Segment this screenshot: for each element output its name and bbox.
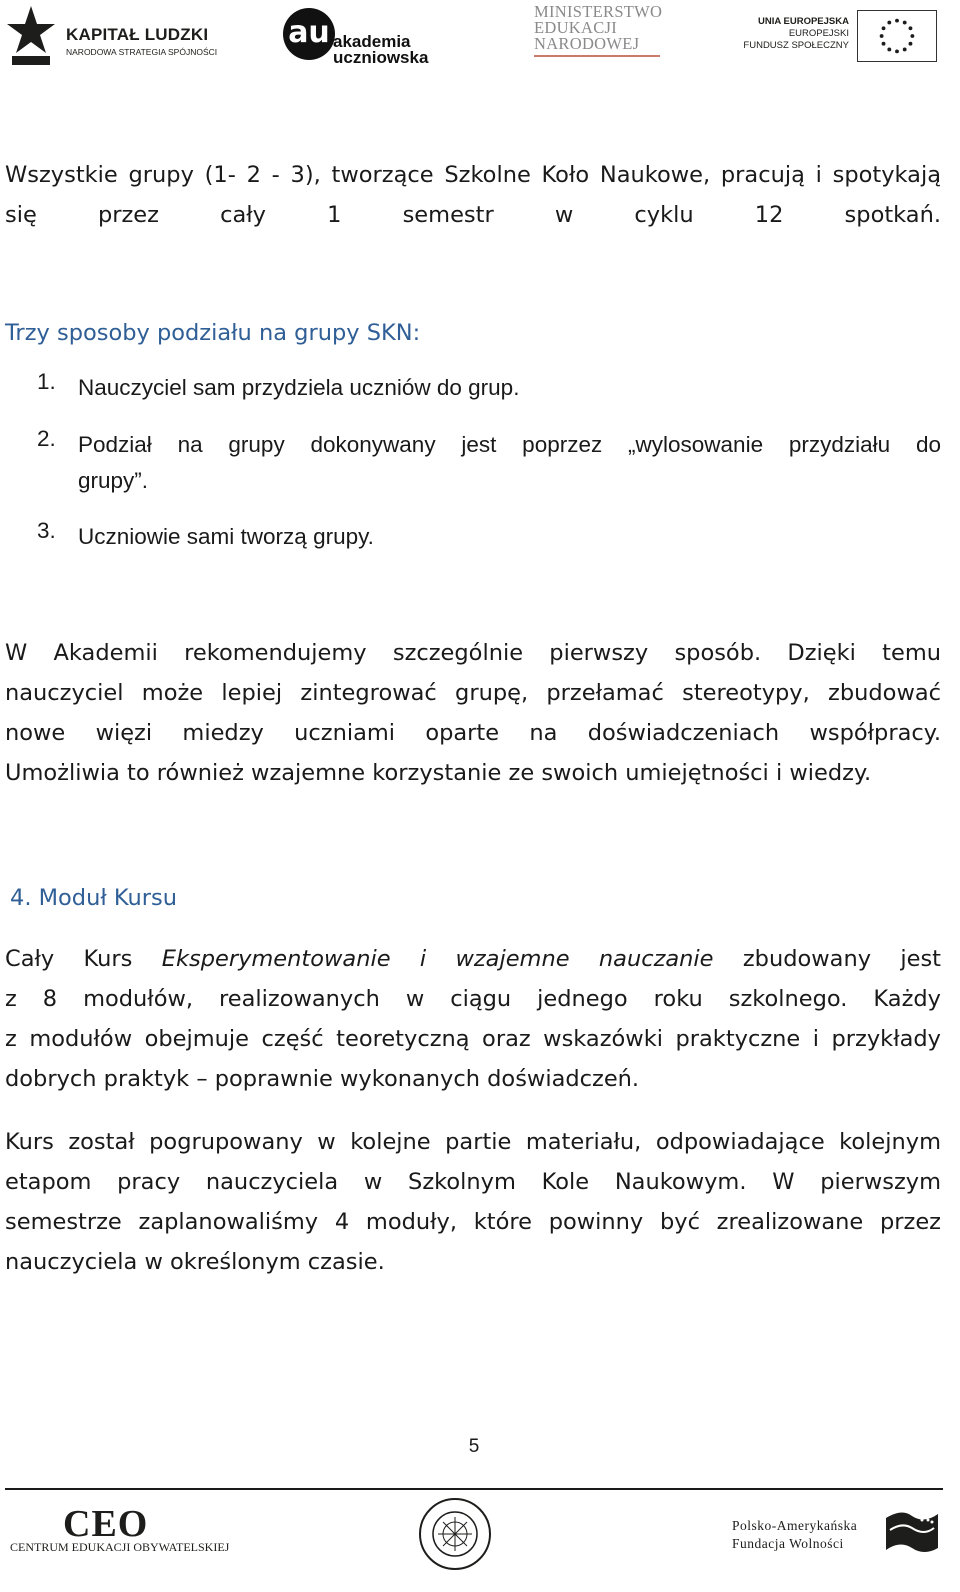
list-number: 2. xyxy=(37,426,56,451)
list-item-continuation: grupy”. xyxy=(78,468,149,493)
ceo-mark: CEO xyxy=(63,1503,149,1545)
paragraph-course xyxy=(5,939,941,1099)
ministerstwo-logo xyxy=(534,4,662,66)
eu-social-fund-logo xyxy=(743,10,937,64)
eu-flag-icon xyxy=(857,10,937,62)
section-heading-groups: Trzy sposoby podziału na grupy SKN: xyxy=(5,320,421,346)
ministerstwo-line1: MINISTERSTWO xyxy=(534,2,663,21)
akademia-line1: akademia xyxy=(333,32,411,51)
paragraph-line xyxy=(5,939,941,979)
list-number: 1. xyxy=(37,369,56,394)
ministerstwo-rule xyxy=(534,55,660,57)
list-item: Podział na grupy dokonywany jest poprzez „wylosowanie przydziału do xyxy=(78,432,941,457)
paragraph-line: nauczyciela w określonym czasie. xyxy=(5,1249,385,1275)
iimcb-seal-icon xyxy=(418,1497,492,1571)
ue-line1: UNIA EUROPEJSKA xyxy=(758,16,849,27)
paragraph-line: nauczyciel może lepiej zintegrować grupę, przełamać stereotypy, zbudować xyxy=(5,680,941,706)
pafw-line1: Polsko-Amerykańska xyxy=(732,1518,858,1533)
paragraph-structure xyxy=(5,1122,941,1282)
course-title: Eksperymentowanie i wzajemne nauczanie xyxy=(161,946,714,972)
list-item: Uczniowie sami tworzą grupy. xyxy=(78,524,374,549)
ceo-name: CENTRUM EDUKACJI OBYWATELSKIEJ xyxy=(10,1540,230,1554)
paragraph-line: Kurs został pogrupowany w kolejne partie materiału, odpowiadające kolejnym xyxy=(5,1129,941,1155)
paragraph-line: nowe więzi miedzy uczniami oparte na doświadczeniach współpracy. xyxy=(5,720,941,746)
list-number: 3. xyxy=(37,518,56,543)
paragraph-line: Wszystkie grupy (1- 2 - 3), tworzące Szkolne Koło Naukowe, pracują i spotykają xyxy=(5,162,941,188)
paragraph-recommendation xyxy=(5,633,941,793)
paragraph-line: etapom pracy nauczyciela w Szkolnym Kole Naukowym. W pierwszym xyxy=(5,1169,941,1195)
paragraph-groups xyxy=(5,155,941,235)
akademia-uczniowska-logo xyxy=(283,8,429,67)
ue-line3: FUNDUSZ SPOŁECZNY xyxy=(743,40,849,51)
kapital-ludzki-subtitle: NARODOWA STRATEGIA SPÓJNOŚCI xyxy=(66,47,218,57)
list-item: Nauczyciel sam przydziela uczniów do grup. xyxy=(78,375,520,400)
text-span: zbudowany jest xyxy=(713,946,941,972)
section-heading-module: 4. Moduł Kursu xyxy=(10,885,178,911)
pafw-logo xyxy=(732,1518,942,1562)
pafw-flag-icon xyxy=(882,1508,940,1554)
paragraph-line: semestrze zaplanowaliśmy 4 moduły, które powinny być zrealizowane przez xyxy=(5,1209,941,1235)
paragraph-line: dobrych praktyk – poprawnie wykonanych doświadczeń. xyxy=(5,1066,640,1092)
paragraph-line: z modułów obejmuje część teoretyczną oraz wskazówki praktyczne i przykłady xyxy=(5,1026,941,1052)
paragraph-line: W Akademii rekomendujemy szczególnie pierwszy sposób. Dzięki temu xyxy=(5,640,941,666)
pafw-line2: Fundacja Wolności xyxy=(732,1536,844,1551)
kapital-ludzki-title: KAPITAŁ LUDZKI xyxy=(66,25,209,44)
footer-divider xyxy=(5,1488,943,1490)
kapital-ludzki-icon xyxy=(6,4,56,68)
akademia-line2: uczniowska xyxy=(333,48,429,67)
text-span: Cały Kurs xyxy=(5,946,162,972)
ceo-logo xyxy=(5,1500,230,1560)
page-number: 5 xyxy=(468,1436,480,1457)
kapital-ludzki-logo xyxy=(6,4,216,68)
paragraph-line: Umożliwia to również wzajemne korzystanie ze swoich umiejętności i wiedzy. xyxy=(5,760,872,786)
paragraph-line: z 8 modułów, realizowanych w ciągu jednego roku szkolnego. Każdy xyxy=(5,986,941,1012)
ue-line2: EUROPEJSKI xyxy=(788,28,849,39)
ministerstwo-line3: NARODOWEJ xyxy=(534,34,640,53)
ministerstwo-line2: EDUKACJI xyxy=(534,18,618,37)
akademia-mark: au xyxy=(283,8,335,60)
paragraph-line: się przez cały 1 semestr w cyklu 12 spotkań. xyxy=(5,202,941,228)
